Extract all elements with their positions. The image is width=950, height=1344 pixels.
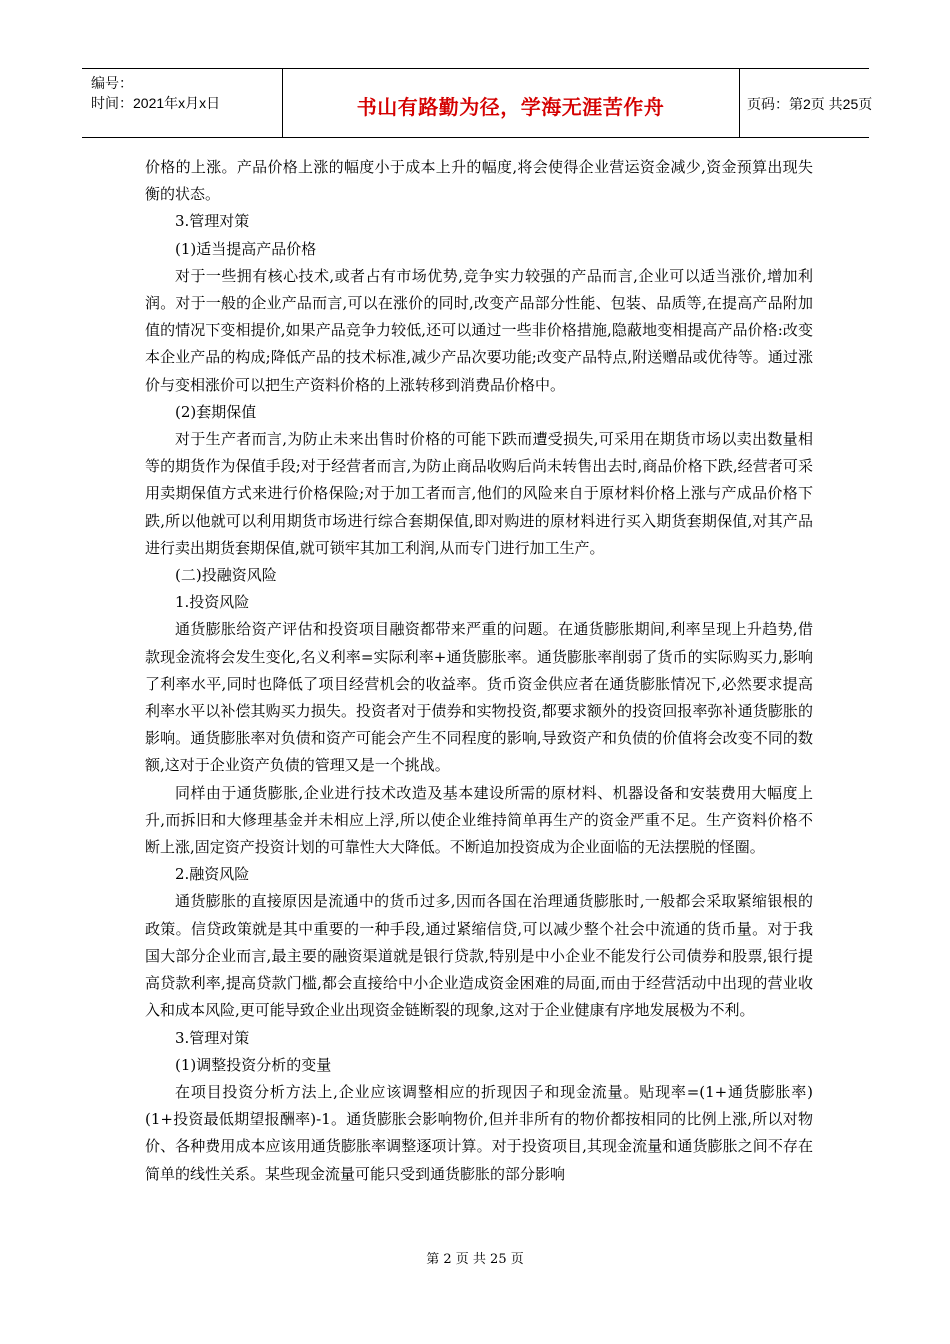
body-paragraph: 在项目投资分析方法上,企业应该调整相应的折现因子和现金流量。贴现率=(1+通货膨胀率)(1+投资最低期望报酬率)-1。通货膨胀会影响物价,但并非所有的物价都按相同的比例上涨,所以对物价、各种费用成本应该用通货膨胀率调整逐项计算。对于投资项目,其现金流量和通货膨胀之间不存在简单的线性关系。某些现金流量可能只受到通货膨胀的部分影响 [145,1082,813,1183]
section-heading: (1)调整投资分析的变量 [175,1055,332,1074]
doc-number-label: 编号： [91,75,133,91]
header-motto: 书山有路勤为径，学海无涯苦作舟 [356,97,665,119]
section-heading: 1.投资风险 [175,593,250,612]
body-paragraph: 对于一些拥有核心技术,或者占有市场优势,竞争实力较强的产品而言,企业可以适当涨价,增加利润。对于一般的企业产品而言,可以在涨价的同时,改变产品部分性能、包装、品质等,在提高产品附加值的情况下变相提价,如果产品竞争力较低,还可以通过一些非价格措施,隐蔽地变相提高产品价格:改变本企业产品的构成;降低产品的技术标准,减少产品次要功能;改变产品特点,附送赠品或优待等。通过涨价与变相涨价可以把生产资料价格的上涨转移到消费品价格中。 [145,266,813,394]
section-heading: 2.融资风险 [175,865,250,884]
header-page-info: 页码：第2页 共25页 [747,96,873,112]
section-heading: (1)适当提高产品价格 [175,239,317,258]
page-header [82,68,873,138]
body-paragraph: 通货膨胀给资产评估和投资项目融资都带来严重的问题。在通货膨胀期间,利率呈现上升趋势,借款现金流将会发生变化,名义利率=实际利率+通货膨胀率。通货膨胀率削弱了货币的实际购买力,影响了利率水平,同时也降低了项目经营机会的收益率。货币资金供应者在通货膨胀情况下,必然要求提高利率水平以补偿其购买力损失。投资者对于债券和实物投资,都要求额外的投资回报率弥补通货膨胀的影响。通货膨胀率对负债和资产可能会产生不同程度的影响,导致资产和负债的价值将会改变不同的数额,这对于企业资产负债的管理又是一个挑战。 [145,620,813,775]
document-body [145,154,813,1188]
section-heading: (2)套期保值 [175,402,257,421]
doc-date-label: 时间：2021年x月x日 [91,95,221,111]
section-heading: (二)投融资风险 [175,566,277,585]
section-heading: 3.管理对策 [175,1028,250,1047]
body-paragraph: 同样由于通货膨胀,企业进行技术改造及基本建设所需的原材料、机器设备和安装费用大幅度上升,而拆旧和大修理基金并未相应上浮,所以使企业维持简单再生产的资金严重不足。生产资料价格不断上涨,固定资产投资计划的可靠性大大降低。不断追加投资成为企业面临的无法摆脱的怪圈。 [145,783,813,857]
body-paragraph: 对于生产者而言,为防止未来出售时价格的可能下跌而遭受损失,可采用在期货市场以卖出数量相等的期货作为保值手段;对于经营者而言,为防止商品收购后尚未转售出去时,商品价格下跌,经营者可采用卖期保值方式来进行价格保险;对于加工者而言,他们的风险来自于原材料价格上涨与产成品价格下跌,所以他就可以利用期货市场进行综合套期保值,即对购进的原材料进行买入期货套期保值,对其产品进行卖出期货套期保值,就可锁牢其加工利润,从而专门进行加工生产。 [145,430,813,557]
section-heading: 3.管理对策 [175,212,250,231]
body-paragraph: 价格的上涨。产品价格上涨的幅度小于成本上升的幅度,将会使得企业营运资金减少,资金预算出现失衡的状态。 [145,158,813,204]
header-meta-cell [82,69,283,137]
body-paragraph: 通货膨胀的直接原因是流通中的货币过多,因而各国在治理通货膨胀时,一般都会采取紧缩银根的政策。信贷政策就是其中重要的一种手段,通过紧缩信贷,可以减少整个社会中流通的货币量。对于我国大部分企业而言,最主要的融资渠道就是银行贷款,特别是中小企业不能发行公司债券和股票,银行提高贷款利率,提高贷款门槛,都会直接给中小企业造成资金困难的局面,而由于经营活动中出现的营业收入和成本风险,更可能导致企业出现资金链断裂的现象,这对于企业健康有序地发展极为不利。 [145,892,813,1020]
header-motto-cell [282,69,740,137]
page-footer: 第 2 页 共 25 页 [426,1252,524,1267]
header-page-cell [739,69,873,137]
